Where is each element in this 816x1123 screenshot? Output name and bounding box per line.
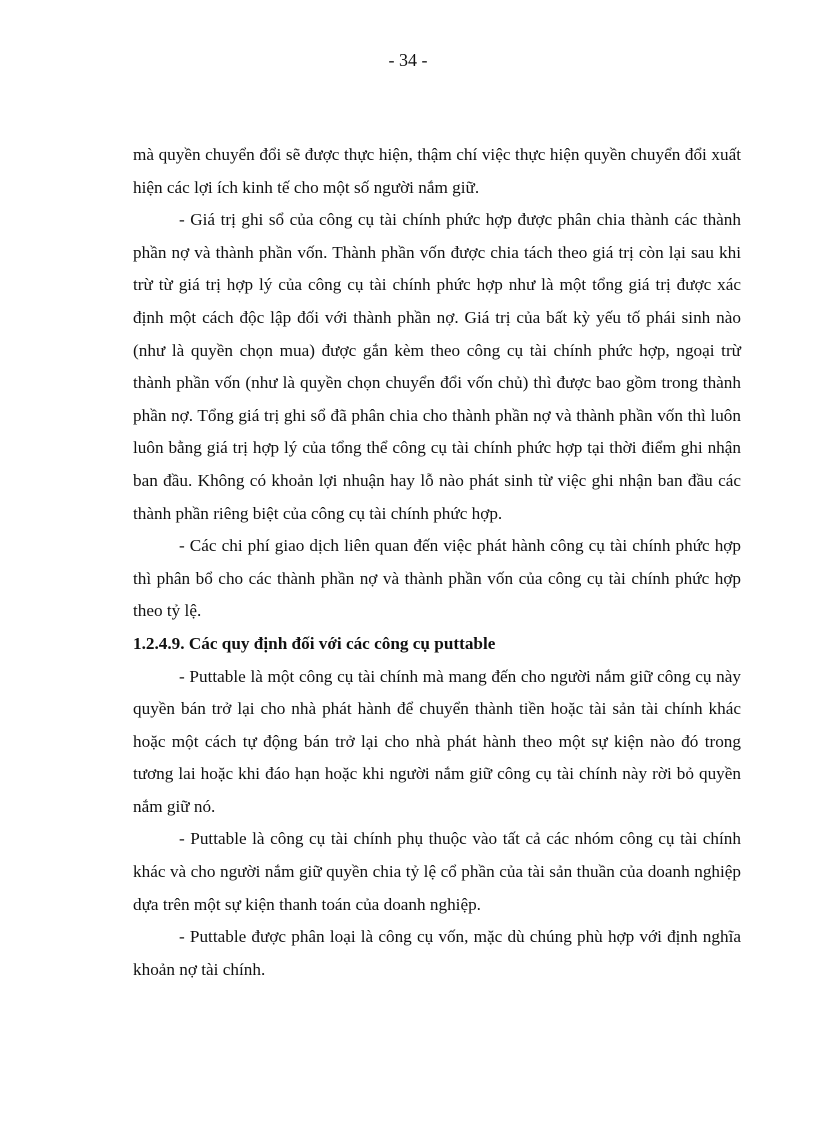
page-number: - 34 -: [388, 50, 428, 70]
paragraph-puttable-classification: - Puttable được phân loại là công cụ vốn, mặc dù chúng phù hợp với định nghĩa khoản nợ tài chính.: [133, 927, 741, 979]
paragraph-transaction-costs: - Các chi phí giao dịch liên quan đến việc phát hành công cụ tài chính phức hợp thì phân bổ cho các thành phần nợ và thành phần vốn của công cụ tài chính phức hợp theo tỷ lệ.: [133, 536, 741, 621]
section-heading: 1.2.4.9. Các quy định đối với các công cụ puttable: [133, 633, 496, 653]
paragraph-puttable-subordinate: - Puttable là công cụ tài chính phụ thuộc vào tất cả các nhóm công cụ tài chính khác và cho người nắm giữ quyền chia tỷ lệ cổ phần của tài sản thuần của doanh nghiệp dựa trên một sự kiện thanh toán của doanh nghiệp.: [133, 829, 741, 914]
paragraph-carrying-value: - Giá trị ghi sổ của công cụ tài chính phức hợp được phân chia thành các thành phần nợ và thành phần vốn. Thành phần vốn được chia tách theo giá trị còn lại sau khi trừ từ giá trị hợp lý của công cụ tài chính phức hợp như là một tổng giá trị được xác định một cách độc lập đối với thành phần nợ. Giá trị của bất kỳ yếu tố phái sinh nào (như là quyền chọn mua) được gắn kèm theo công cụ tài chính phức hợp, ngoại trừ thành phần vốn (như là quyền chọn chuyển đổi vốn chủ) thì được bao gồm trong thành phần nợ. Tổng giá trị ghi sổ đã phân chia cho thành phần nợ và thành phần vốn thì luôn luôn bằng giá trị hợp lý của tổng thể công cụ tài chính phức hợp tại thời điểm ghi nhận ban đầu. Không có khoản lợi nhuận hay lỗ nào phát sinh từ việc ghi nhận ban đầu các thành phần riêng biệt của công cụ tài chính phức hợp.: [133, 210, 741, 523]
document-body: [133, 139, 741, 986]
paragraph-puttable-definition: - Puttable là một công cụ tài chính mà mang đến cho người nắm giữ công cụ này quyền bán trở lại cho nhà phát hành để chuyển thành tiền hoặc tài sản tài chính khác hoặc một cách tự động bán trở lại cho nhà phát hành theo một sự kiện nào đó trong tương lai hoặc khi đáo hạn hoặc khi người nắm giữ công cụ tài chính này rời bỏ quyền nắm giữ nó.: [133, 666, 741, 816]
paragraph-continuation: mà quyền chuyển đổi sẽ được thực hiện, thậm chí việc thực hiện quyền chuyển đổi xuất hiện các lợi ích kinh tế cho một số người nắm giữ.: [133, 145, 741, 197]
